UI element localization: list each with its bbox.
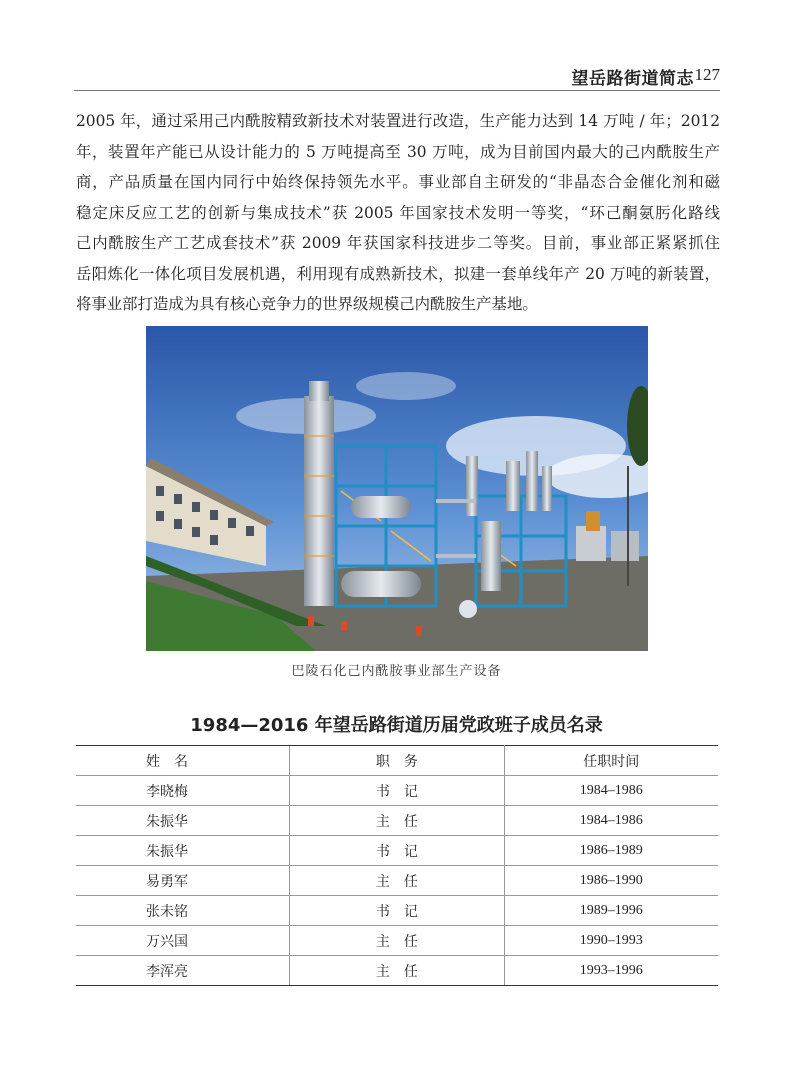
table-row [76,926,718,956]
plant-photo [146,326,648,651]
cell-position: 主 任 [290,926,504,956]
cell-name: 易勇军 [76,866,290,896]
column-header-name: 姓 名 [76,746,290,776]
cell-term: 1984–1986 [504,806,718,836]
cell-position: 主 任 [290,866,504,896]
cell-name: 张未铭 [76,896,290,926]
table-row [76,956,718,986]
table-title: 1984—2016 年望岳路街道历届党政班子成员名录 [190,715,603,736]
cell-position: 主 任 [290,956,504,986]
cell-position: 书 记 [290,836,504,866]
cell-term: 1989–1996 [504,896,718,926]
text-line: 商，产品质量在国内同行中始终保持领先水平。事业部自主研发的“非晶态合金催化剂和磁 [76,173,720,191]
cell-position: 书 记 [290,776,504,806]
column-header-term: 任职时间 [504,746,718,776]
photo-caption: 巴陵石化己内酰胺事业部生产设备 [291,664,502,679]
cell-term: 1986–1989 [504,836,718,866]
book-title: 望岳路街道简志 [571,69,694,89]
cell-position: 书 记 [290,896,504,926]
cell-name: 朱振华 [76,836,290,866]
cell-term: 1984–1986 [504,776,718,806]
cell-term: 1990–1993 [504,926,718,956]
text-line: 稳定床反应工艺的创新与集成技术”获 2005 年国家技术发明一等奖，“环己酮氨肟化路线 [76,203,720,222]
table-row [76,806,718,836]
column-header-position: 职 务 [290,746,504,776]
table-row [76,776,718,806]
running-header [74,62,720,91]
cell-name: 万兴国 [76,926,290,956]
leadership-roster-table [76,745,718,986]
page-number: 127 [694,65,720,84]
cell-term: 1986–1990 [504,866,718,896]
cell-name: 朱振华 [76,806,290,836]
industrial-plant-illustration [146,326,648,651]
table-row [76,896,718,926]
text-line: 年，装置年产能已从设计能力的 5 万吨提高至 30 万吨，成为目前国内最大的己内酰胺生产 [76,142,720,161]
text-line: 将事业部打造成为具有核心竞争力的世界级规模己内酰胺生产基地。 [76,295,538,313]
text-line: 2005 年，通过采用己内酰胺精致新技术对装置进行改造，生产能力达到 14 万吨 / 年；2012 [76,112,720,130]
text-line: 己内酰胺生产工艺成套技术”获 2009 年获国家科技进步二等奖。目前，事业部正紧紧抓住 [76,234,720,252]
table-row [76,836,718,866]
body-paragraph [76,106,720,320]
text-line: 岳阳炼化一体化项目发展机遇，利用现有成熟新技术，拟建一套单线年产 20 万吨的新装置， [76,264,720,283]
cell-name: 李浑亮 [76,956,290,986]
table-row [76,866,718,896]
cell-position: 主 任 [290,806,504,836]
cell-term: 1993–1996 [504,956,718,986]
cell-name: 李晓梅 [76,776,290,806]
table-header-row [76,746,718,776]
